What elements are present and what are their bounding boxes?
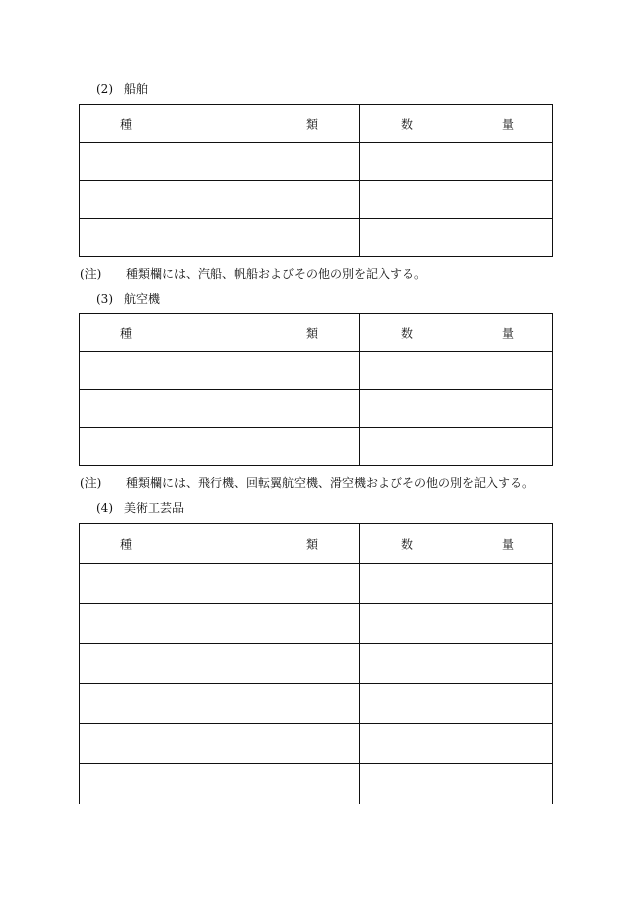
note-tag: (注) [80, 476, 102, 490]
kind-header-right: 類 [306, 537, 319, 551]
qty-cell[interactable] [360, 428, 553, 466]
qty-cell[interactable] [360, 219, 553, 257]
qty-cell[interactable] [360, 604, 553, 644]
table-header-row [80, 524, 553, 564]
note-ships [80, 265, 426, 282]
qty-cell[interactable] [360, 352, 553, 390]
kind-header-right: 類 [306, 117, 319, 131]
qty-cell[interactable] [360, 684, 553, 724]
kind-cell[interactable] [80, 724, 360, 764]
table-row [80, 564, 553, 604]
kind-cell[interactable] [80, 564, 360, 604]
qty-header-right: 量 [502, 117, 515, 131]
qty-header-left: 数 [401, 537, 414, 551]
kind-cell[interactable] [80, 143, 360, 181]
qty-header [360, 105, 553, 143]
kind-cell[interactable] [80, 181, 360, 219]
note-text: 種類欄には、汽船、帆船およびその他の別を記入する。 [126, 267, 427, 281]
table-row [80, 684, 553, 724]
table-row [80, 143, 553, 181]
kind-header-left: 種 [120, 326, 133, 340]
kind-header [80, 105, 360, 143]
qty-cell[interactable] [360, 724, 553, 764]
table-header-row [80, 105, 553, 143]
kind-header-right: 類 [306, 326, 319, 340]
kind-cell[interactable] [80, 219, 360, 257]
section-heading-ships [96, 80, 148, 97]
table-row [80, 724, 553, 764]
qty-header [360, 524, 553, 564]
table-row [80, 764, 553, 804]
note-text: 種類欄には、飛行機、回転翼航空機、滑空機およびその他の別を記入する。 [126, 476, 535, 490]
section-title: 美術工芸品 [124, 501, 185, 515]
kind-cell[interactable] [80, 352, 360, 390]
section-heading-art-crafts [96, 499, 184, 516]
qty-cell[interactable] [360, 564, 553, 604]
kind-cell[interactable] [80, 390, 360, 428]
qty-header-left: 数 [401, 117, 414, 131]
note-aircraft [80, 474, 534, 491]
kind-header [80, 314, 360, 352]
qty-header-right: 量 [502, 326, 515, 340]
section-number: (4) [96, 501, 113, 515]
section-title: 航空機 [124, 292, 161, 306]
qty-cell[interactable] [360, 181, 553, 219]
table-row [80, 604, 553, 644]
qty-cell[interactable] [360, 143, 553, 181]
qty-cell[interactable] [360, 390, 553, 428]
kind-cell[interactable] [80, 684, 360, 724]
table-row [80, 644, 553, 684]
kind-cell[interactable] [80, 644, 360, 684]
aircraft-table [79, 313, 553, 466]
section-title: 船舶 [124, 82, 149, 96]
kind-cell[interactable] [80, 764, 360, 804]
art-crafts-table [79, 523, 553, 804]
section-number: (3) [96, 292, 113, 306]
kind-cell[interactable] [80, 428, 360, 466]
qty-header [360, 314, 553, 352]
table-header-row [80, 314, 553, 352]
ships-table [79, 104, 553, 257]
kind-header [80, 524, 360, 564]
qty-header-right: 量 [502, 537, 515, 551]
note-tag: (注) [80, 267, 102, 281]
table-row [80, 390, 553, 428]
table-row [80, 428, 553, 466]
kind-header-left: 種 [120, 117, 133, 131]
qty-cell[interactable] [360, 644, 553, 684]
table-row [80, 181, 553, 219]
section-heading-aircraft [96, 290, 160, 307]
qty-header-left: 数 [401, 326, 414, 340]
table-row [80, 219, 553, 257]
table-row [80, 352, 553, 390]
kind-cell[interactable] [80, 604, 360, 644]
section-number: (2) [96, 82, 113, 96]
qty-cell[interactable] [360, 764, 553, 804]
kind-header-left: 種 [120, 537, 133, 551]
